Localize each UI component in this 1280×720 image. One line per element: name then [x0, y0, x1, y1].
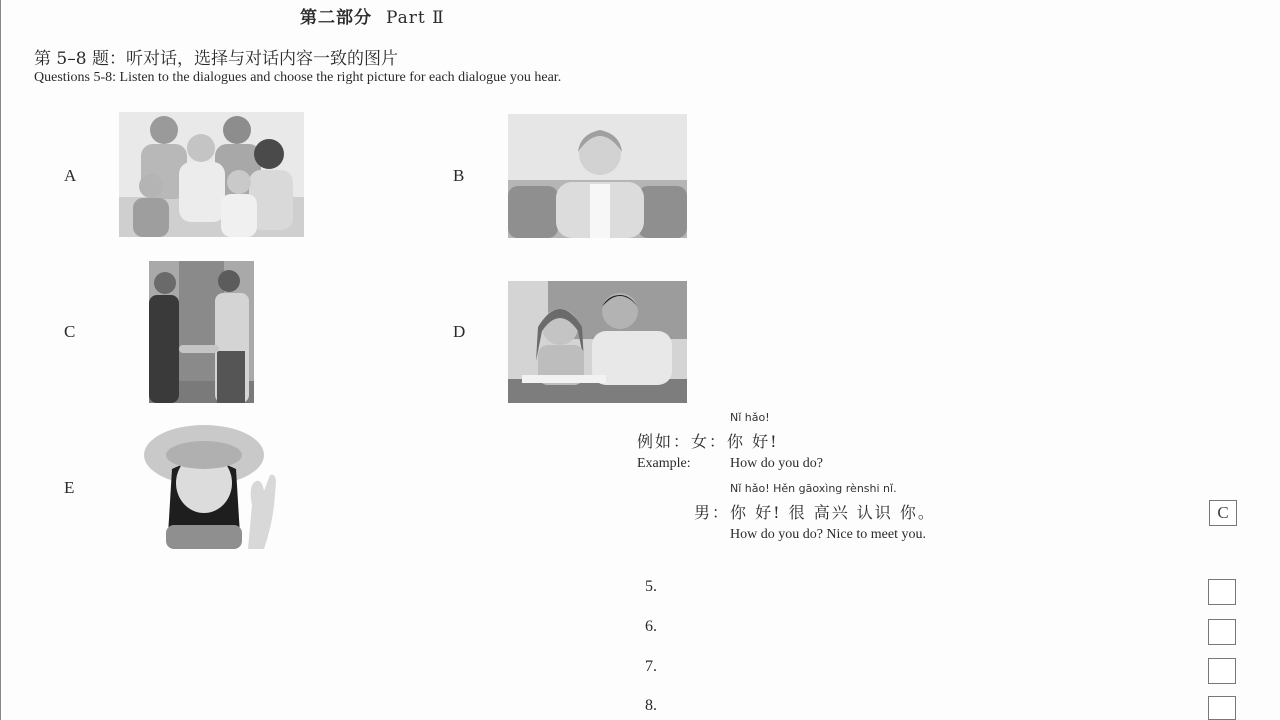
example-woman-speaker: 女： [691, 432, 728, 451]
option-letter-a: A [64, 166, 77, 185]
question-6-answer-box[interactable] [1208, 619, 1236, 645]
question-number-6: 6. [645, 618, 657, 635]
question-number-7: 7. [645, 658, 657, 675]
instructions-cn: 第 5–8 题：听对话，选择与对话内容一致的图片 [34, 49, 398, 69]
instructions-en: Questions 5-8: Listen to the dialogues and choose the right picture for each dialogue you hear. [34, 70, 562, 85]
girl-waving-photo [136, 425, 288, 549]
example-man-chinese: 你 好! 很 高兴 认识 你。 [730, 503, 936, 522]
option-letter-b: B [453, 166, 465, 185]
part-title [300, 3, 445, 28]
elderly-woman-photo [508, 114, 687, 238]
teacher-student-photo [508, 281, 687, 403]
handshake-photo [149, 261, 254, 403]
question-7-answer-box[interactable] [1208, 658, 1236, 684]
option-letter-d: D [453, 322, 466, 341]
example-woman-pinyin: Nǐ hǎo! [730, 411, 770, 424]
question-number-5: 5. [645, 578, 657, 595]
example-man-speaker: 男： [694, 503, 731, 522]
example-man-line [694, 500, 936, 523]
question-5-answer-box[interactable] [1208, 579, 1236, 605]
part-title-cn: 第二部分 [300, 8, 372, 28]
example-woman-english: How do you do? [730, 456, 823, 471]
question-8-answer-box[interactable] [1208, 696, 1236, 720]
page-edge [0, 0, 1, 720]
example-woman-chinese: 你 好! [727, 432, 779, 451]
example-label-en: Example: [637, 456, 691, 471]
example-label-cn: 例如： [637, 432, 692, 451]
example-man-english: How do you do? Nice to meet you. [730, 527, 926, 542]
option-letter-c: C [64, 322, 76, 341]
option-letter-e: E [64, 478, 75, 497]
question-number-8: 8. [645, 697, 657, 714]
example-man-pinyin: Nǐ hǎo! Hěn gāoxìng rènshi nǐ. [730, 482, 897, 495]
part-title-en: Part Ⅱ [386, 8, 445, 28]
example-woman-line [637, 429, 779, 452]
family-photo [119, 112, 304, 237]
example-answer-box: C [1209, 500, 1237, 526]
